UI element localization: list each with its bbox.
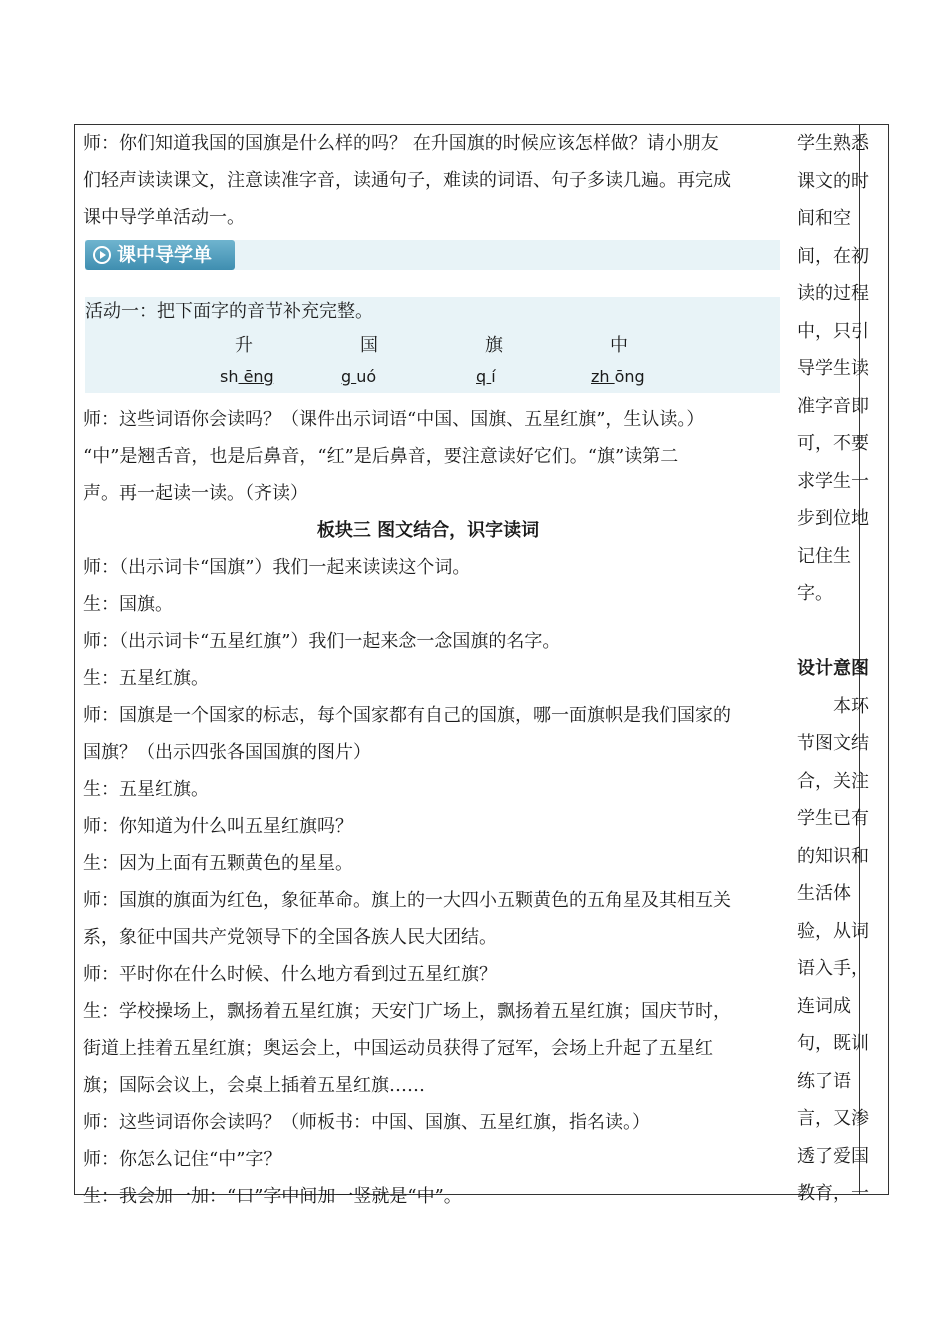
side-line: 记住生 <box>797 545 851 567</box>
text-line: 国旗？（出示四张各国国旗的图片） <box>83 742 371 763</box>
side-line: 本环 <box>833 695 869 717</box>
side-line: 透了爱国 <box>797 1145 869 1167</box>
side-line: 字。 <box>797 583 833 604</box>
text-line: 师：这些词语你会读吗？（师板书：中国、国旗、五星红旗，指名读。） <box>83 1112 650 1133</box>
side-line: 节图文结 <box>797 733 869 754</box>
side-line: 步到位地 <box>797 508 869 529</box>
text-line: 师：（出示词卡“国旗”）我们一起来读读这个词。 <box>83 557 471 578</box>
activity-char: 旗 <box>485 335 503 356</box>
side-line: 间，在初 <box>797 245 869 267</box>
main-column-middle <box>83 401 783 1215</box>
side-line: 求学生一 <box>797 470 869 492</box>
activity-char: 国 <box>360 335 378 356</box>
side-line: 学生已有 <box>797 808 869 829</box>
text-line: “中”是翘舌音，也是后鼻音，“红”是后鼻音，要注意读好它们。“旗”读第二 <box>83 446 679 467</box>
pinyin-item: q í <box>476 367 496 386</box>
activity-title: 活动一：把下面字的音节补充完整。 <box>85 301 373 322</box>
side-line: 读的过程 <box>797 283 869 304</box>
side-line: 言，又渗 <box>797 1108 869 1129</box>
side-line: 准字音即 <box>797 395 869 417</box>
text-line: 师：（出示词卡“五星红旗”）我们一起来念一念国旗的名字。 <box>83 631 561 652</box>
text-line: 街道上挂着五星红旗；奥运会上，中国运动员获得了冠军，会场上升起了五星红 <box>83 1038 713 1059</box>
side-line: 学生熟悉 <box>797 133 869 154</box>
text-line: 生：五星红旗。 <box>83 668 209 689</box>
side-line: 验，从词 <box>797 920 869 942</box>
side-line: 的知识和 <box>797 845 869 867</box>
text-line: 师：这些词语你会读吗？（课件出示词语“中国、国旗、五星红旗”，生认读。） <box>83 409 705 430</box>
side-column <box>797 125 877 1213</box>
guide-banner-text: 课中导学单 <box>117 244 213 266</box>
side-line: 教育，一 <box>797 1183 869 1204</box>
side-line: 句，既训 <box>797 1033 869 1054</box>
text-line: 旗；国际会议上，会桌上插着五星红旗…… <box>83 1075 425 1096</box>
text-line: 生：我会加一加：“口”字中间加一竖就是“中”。 <box>83 1186 462 1207</box>
pinyin-item: g uó <box>341 367 377 386</box>
side-line: 语入手， <box>797 958 869 979</box>
guide-banner-label <box>85 240 235 270</box>
text-line: 系，象征中国共产党领导下的全国各族人民大团结。 <box>83 927 497 948</box>
side-line: 连词成 <box>797 995 851 1017</box>
text-line: 师：国旗的旗面为红色，象征革命。旗上的一大四小五颗黄色的五角星及其相互关 <box>83 890 731 911</box>
design-intent-heading: 设计意图 <box>797 658 869 679</box>
text-line: 生：因为上面有五颗黄色的星星。 <box>83 853 353 874</box>
side-line: 生活体 <box>797 883 851 904</box>
text-line: 生：五星红旗。 <box>83 779 209 800</box>
text-line: 声。再一起读一读。（齐读） <box>83 483 308 504</box>
activity-char: 中 <box>610 335 628 356</box>
text-line: 们轻声读读课文，注意读准字音，读通句子，难读的词语、句子多读几遍。再完成 <box>83 170 731 191</box>
lesson-table <box>74 124 889 1207</box>
section-heading: 板块三 图文结合，识字读词 <box>316 520 540 541</box>
side-line: 合，关注 <box>797 770 869 792</box>
guide-banner <box>85 240 780 270</box>
text-line: 师：你们知道我国的国旗是什么样的吗？ 在升国旗的时候应该怎样做？请小朋友 <box>83 133 719 154</box>
side-line: 中，只引 <box>797 320 869 342</box>
text-line: 生：学校操场上，飘扬着五星红旗；天安门广场上，飘扬着五星红旗；国庆节时， <box>83 1001 731 1022</box>
side-line: 可，不要 <box>797 433 869 454</box>
side-line: 导学生读 <box>797 358 869 379</box>
side-line: 课文的时 <box>797 170 869 192</box>
play-circle-icon <box>93 246 111 264</box>
activity-box <box>85 297 780 393</box>
pinyin-item: zh ōng <box>591 367 645 386</box>
text-line: 师：你怎么记住“中”字？ <box>83 1149 282 1170</box>
activity-char: 升 <box>235 335 253 356</box>
side-spacer <box>797 613 877 651</box>
side-line: 间和空 <box>797 208 851 229</box>
text-line: 师：平时你在什么时候、什么地方看到过五星红旗？ <box>83 964 497 985</box>
side-line: 练了语 <box>797 1070 851 1092</box>
text-line: 师：你知道为什么叫五星红旗吗？ <box>83 816 353 837</box>
pinyin-item: sh ēng <box>220 367 274 386</box>
text-line: 生：国旗。 <box>83 594 173 615</box>
text-line: 课中导学单活动一。 <box>83 207 245 228</box>
text-line: 师：国旗是一个国家的标志，每个国家都有自己的国旗，哪一面旗帜是我们国家的 <box>83 705 731 726</box>
